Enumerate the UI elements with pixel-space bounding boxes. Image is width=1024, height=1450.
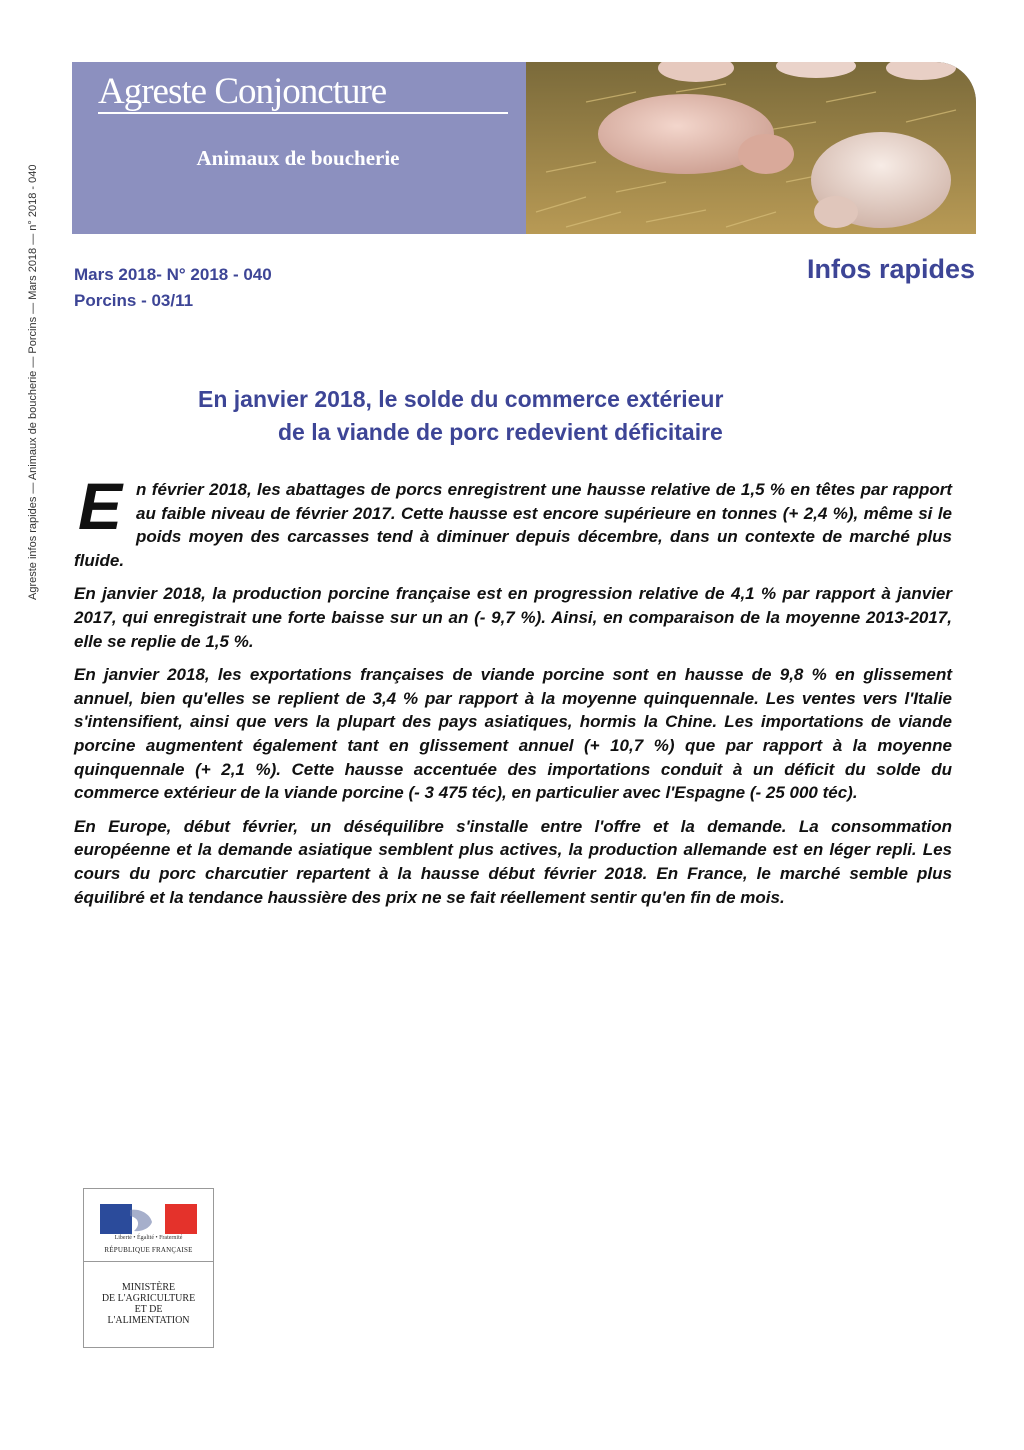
headline-line-1: En janvier 2018, le solde du commerce extérieur: [198, 386, 724, 412]
ministry-line-4: L'ALIMENTATION: [107, 1315, 190, 1326]
side-running-header: Agreste infos rapides — Animaux de boucherie — Porcins — Mars 2018 — n° 2018 - 040: [27, 164, 39, 600]
infos-rapides-label: Infos rapides: [806, 254, 975, 284]
ministry-logo: [83, 1188, 214, 1348]
issue-number: Mars 2018- N° 2018 - 040: [74, 265, 272, 284]
article-body: [74, 469, 952, 919]
republic-motto: Liberté • Égalité • Fraternité: [114, 1235, 183, 1241]
paragraph-1-text: n février 2018, les abattages de porcs enregistrent une hausse relative de 1,5 % en têtes par rapport au faible niveau de février 2017. Cette hausse est encore supérieure en tonnes (+ 2,4 %), même si le poids moyen des carcasses tend à diminuer depuis décembre, dans un contexte de marché plus fluide.: [74, 480, 952, 570]
paragraph-4: En Europe, début février, un déséquilibre s'installe entre l'offre et la demande. La consommation européenne et la demande asiatique semblent plus actives, la production allemande est en léger repli. Les cours du porc charcutier repartent à la hausse début février 2018. En France, le marché semble plus équilibré et la tendance haussière des prix ne se fait réellement sentir qu'en fin de mois.: [74, 816, 952, 907]
drop-cap: E: [78, 469, 123, 543]
headline-line-2: de la viande de porc redevient déficitaire: [278, 419, 723, 445]
paragraph-1: [74, 469, 952, 572]
paragraph-2: En janvier 2018, la production porcine française est en progression relative de 4,1 % par rapport à janvier 2017, qui enregistrait une forte baisse sur un an (- 9,7 %). Ainsi, en comparaison de la moyenne 2013-2017, elle se replie de 1,5 %.: [74, 584, 952, 651]
ministry-line-1: MINISTÈRE: [121, 1282, 176, 1293]
ministry-line-3: ET DE: [134, 1304, 163, 1315]
marianne-flag-icon: [100, 1204, 197, 1234]
publication-title: Agreste Conjoncture: [98, 72, 508, 114]
header-banner: [72, 62, 976, 234]
issue-category: Porcins - 03/11: [74, 291, 194, 310]
marianne-block: [84, 1189, 213, 1262]
republic-name: RÉPUBLIQUE FRANÇAISE: [104, 1246, 193, 1254]
issue-info: [74, 262, 272, 314]
headline: [120, 383, 960, 449]
publication-subtitle: Animaux de boucherie: [196, 146, 400, 170]
ministry-name: [84, 1282, 213, 1326]
paragraph-3: En janvier 2018, les exportations françaises de viande porcine sont en hausse de 9,8 % en glissement annuel, bien qu'elles se replient de 3,4 % par rapport à la moyenne quinquennale. Les ventes vers l'Italie s'intensifient, ainsi que vers la plupart des pays asiatiques, hormis la Chine. Les importations de viande porcine augmentent également tant en glissement annuel (+ 10,7 %) que par rapport à la moyenne quinquennale (+ 2,1 %). Cette hausse accentuée des importations conduit à un déficit du solde du commerce extérieur de la viande porcine (- 3 475 téc), en particulier avec l'Espagne (- 25 000 téc).: [74, 665, 952, 803]
ministry-line-2: DE L'AGRICULTURE: [101, 1293, 196, 1304]
pigs-photo: [526, 62, 976, 234]
